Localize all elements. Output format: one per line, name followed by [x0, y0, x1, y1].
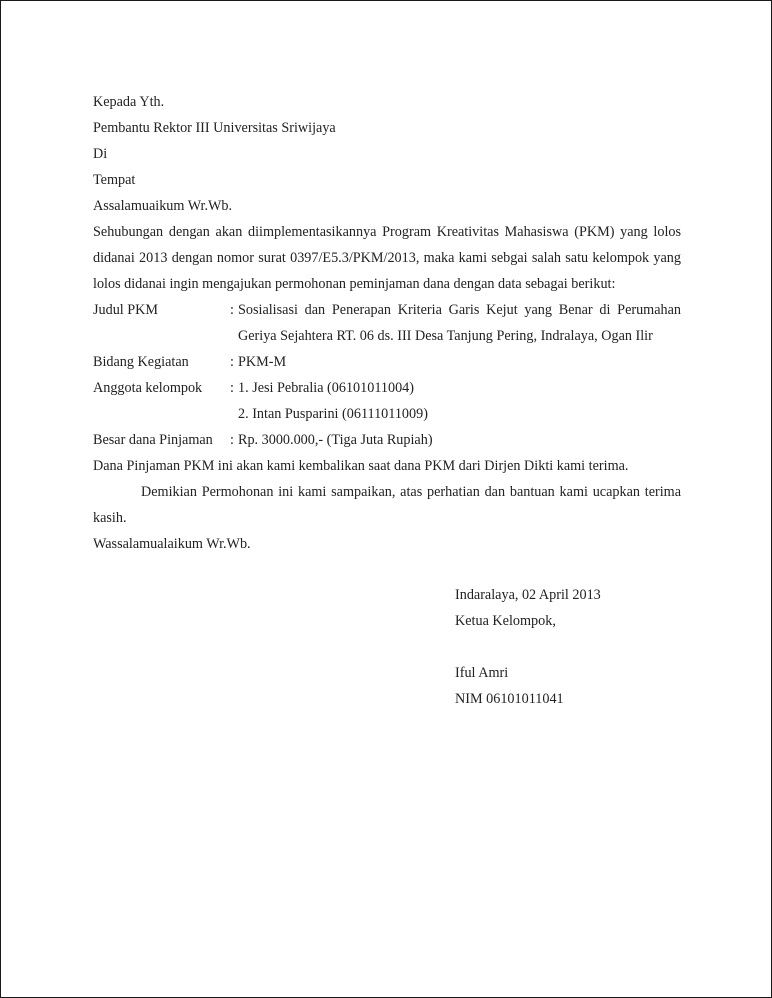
field-bidang — [93, 349, 681, 375]
bidang-value: PKM-M — [238, 354, 287, 370]
field-anggota — [93, 375, 681, 401]
signature-nim: NIM 06101011041 — [455, 691, 564, 707]
farewell: Wassalamualaikum Wr.Wb. — [93, 536, 251, 552]
judul-value: Sosialisasi dan Penerapan Kriteria Garis Kejut yang Benar di Perumahan Geriya Sejahtera RT. 06 ds. III Desa Tanjung Pering, Indralaya, Ogan Ilir — [238, 302, 681, 344]
field-dana — [93, 427, 681, 453]
field-anggota-2 — [93, 401, 681, 427]
anggota-2: 2. Intan Pusparini (06111011009) — [238, 406, 428, 422]
greeting: Assalamuaikum Wr.Wb. — [93, 198, 233, 214]
anggota-label: Anggota kelompok — [93, 380, 203, 396]
field-judul — [93, 297, 681, 349]
bidang-label: Bidang Kegiatan — [93, 354, 189, 370]
dana-label: Besar dana Pinjaman — [93, 432, 213, 448]
recipient-salutation: Kepada Yth. — [93, 94, 165, 110]
judul-label: Judul PKM — [93, 302, 159, 318]
signature-block — [455, 582, 601, 712]
anggota-colon: : — [230, 380, 234, 396]
recipient-di: Di — [93, 146, 108, 162]
anggota-1: 1. Jesi Pebralia (06101011004) — [238, 380, 414, 396]
recipient-name: Pembantu Rektor III Universitas Sriwijaya — [93, 120, 336, 136]
signature-name: Iful Amri — [455, 665, 509, 681]
signature-place-date: Indaralaya, 02 April 2013 — [455, 587, 601, 603]
dana-colon: : — [230, 432, 234, 448]
signature-role: Ketua Kelompok, — [455, 613, 556, 629]
bidang-colon: : — [230, 354, 234, 370]
letter-body — [93, 89, 681, 557]
return-statement: Dana Pinjaman PKM ini akan kami kembalikan saat dana PKM dari Dirjen Dikti kami terima. — [93, 458, 629, 474]
judul-colon: : — [230, 302, 234, 318]
intro-paragraph: Sehubungan dengan akan diimplementasikannya Program Kreativitas Mahasiswa (PKM) yang lolos didanai 2013 dengan nomor surat 0397/E5.3/PKM/2013, maka kami sebgai salah satu kelompok yang lolos didanai ingin mengajukan permohonan peminjaman dana dengan data sebagai berikut: — [93, 224, 681, 292]
dana-value: Rp. 3000.000,- (Tiga Juta Rupiah) — [238, 432, 433, 448]
signature-space — [455, 634, 601, 660]
closing-paragraph: Demikian Permohonan ini kami sampaikan, atas perhatian dan bantuan kami ucapkan terima kasih. — [93, 484, 681, 526]
recipient-place: Tempat — [93, 172, 136, 188]
